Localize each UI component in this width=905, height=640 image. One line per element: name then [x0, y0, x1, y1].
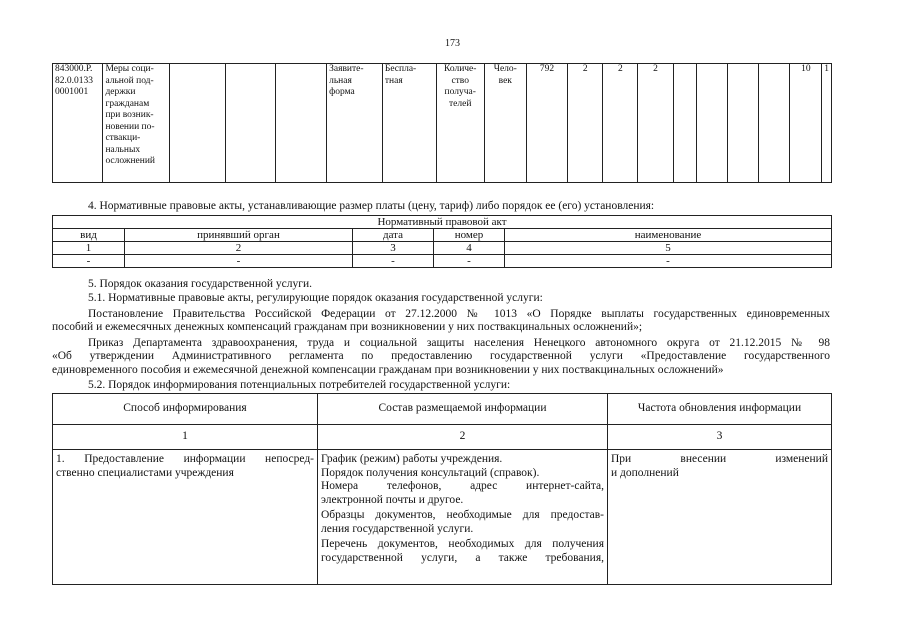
service-table: [52, 63, 832, 183]
column-header: наименование: [505, 229, 832, 242]
info-frequency-cell: При внесении изменений и дополнений: [608, 450, 832, 585]
column-number: 1: [53, 242, 125, 255]
service-value-cell: 2: [568, 64, 603, 183]
act1-line2: пособий и ежемесячных денежных компенсаций гражданам при возникновении у них поствакцинальных осложнений»;: [52, 321, 643, 333]
column-number: 3: [353, 242, 434, 255]
legal-acts-table: [52, 215, 832, 268]
empty-cell: [728, 64, 759, 183]
column-number: 3: [608, 425, 832, 450]
service-value-cell: 10: [790, 64, 822, 183]
page-number: 173: [445, 38, 460, 49]
column-header: номер: [434, 229, 505, 242]
column-number: 1: [53, 425, 318, 450]
column-header: Частота обновления информации: [608, 394, 832, 425]
act2-line3: единовременного пособия и ежемесячной денежной компенсации гражданам при возникновении у них поствакцинальных осложнений»: [52, 364, 724, 376]
table-row: [53, 216, 832, 229]
info-method-cell: 1. Предоставление информации непосред- ственно специалистами учреждения: [53, 450, 318, 585]
table-cell: -: [353, 255, 434, 268]
table-cell: -: [434, 255, 505, 268]
section5-1-heading: 5.1. Нормативные правовые акты, регулирующие порядок оказания государственной услуги:: [88, 292, 543, 304]
act2-line2: «Об утверждении Административного регламента по предоставлению государственной услуги «Предоставление государственного: [52, 350, 830, 362]
service-okei-cell: 792: [526, 64, 567, 183]
column-header: принявший орган: [125, 229, 353, 242]
service-indicator-cell: Количе- ство получа- телей: [436, 64, 484, 183]
column-header: Способ информирования: [53, 394, 318, 425]
info-table: [52, 393, 832, 585]
table-row: [53, 394, 832, 425]
section5-heading: 5. Порядок оказания государственной услуги.: [88, 278, 312, 290]
service-value-cell: 2: [638, 64, 673, 183]
empty-cell: [673, 64, 697, 183]
table-cell: -: [505, 255, 832, 268]
service-code-cell: 843000.Р. 82.0.0133 0001001: [53, 64, 103, 183]
service-value-cell: 2: [603, 64, 638, 183]
table-row: [53, 64, 832, 183]
service-content-cell: Меры соци- альной под- держки гражданам при возник- новении по- ствакци- нальных осложнений: [103, 64, 169, 183]
empty-cell: [759, 64, 790, 183]
table-row: [53, 229, 832, 242]
column-header: дата: [353, 229, 434, 242]
service-payment-cell: Беспла- тная: [382, 64, 436, 183]
table-row: [53, 425, 832, 450]
service-unit-cell: Чело- век: [484, 64, 526, 183]
column-header: вид: [53, 229, 125, 242]
table-row: [53, 450, 832, 585]
empty-cell: [169, 64, 225, 183]
empty-cell: [697, 64, 728, 183]
service-form-cell: Заявите- льная форма: [327, 64, 383, 183]
table-row: [53, 255, 832, 268]
table-cell: -: [53, 255, 125, 268]
table-cell: -: [125, 255, 353, 268]
section5-2-heading: 5.2. Порядок информирования потенциальных потребителей государственной услуги:: [88, 379, 511, 391]
section4-heading: 4. Нормативные правовые акты, устанавливающие размер платы (цену, тариф) либо порядок ее (его) установления:: [88, 200, 655, 212]
info-content-cell: График (режим) работы учреждения. Порядок получения консультаций (справок). Номера телефонов, адрес интернет-сайта, электронной почты и другое. Образцы документов, необходимые для предостав- ления государственной услуги. Перечень документов, необходимых для получения государственной услуги, а также требования,: [318, 450, 608, 585]
column-header: Состав размещаемой информации: [318, 394, 608, 425]
column-number: 2: [125, 242, 353, 255]
service-value-cell: 1: [822, 64, 832, 183]
table-row: [53, 242, 832, 255]
table-title: Нормативный правовой акт: [53, 216, 832, 229]
column-number: 4: [434, 242, 505, 255]
act1-line1: Постановление Правительства Российской Федерации от 27.12.2000 № 1013 «О Порядке выплаты государственных единовременных: [88, 308, 830, 320]
empty-cell: [275, 64, 327, 183]
empty-cell: [225, 64, 275, 183]
act2-line1: Приказ Департамента здравоохранения, труда и социальной защиты населения Ненецкого автономного округа от 21.12.2015 № 98: [88, 337, 830, 349]
column-number: 5: [505, 242, 832, 255]
column-number: 2: [318, 425, 608, 450]
